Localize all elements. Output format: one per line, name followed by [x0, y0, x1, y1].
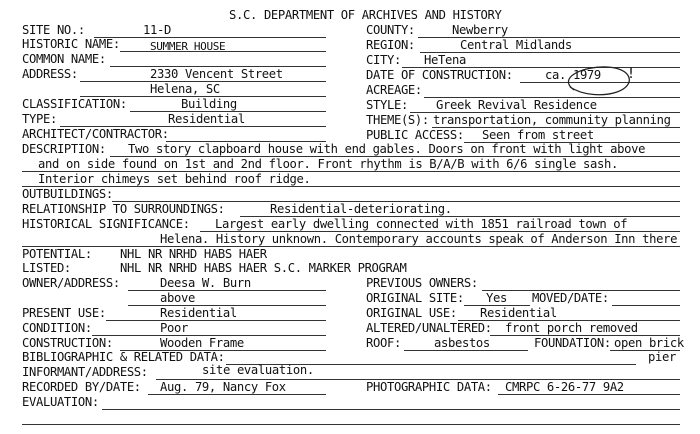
site-no-label: SITE NO.:	[22, 23, 85, 37]
description-value-2: and on side found on 1st and 2nd floor. Front rhythm is B/A/B with 6/6 single sash.	[38, 157, 618, 171]
recorded-label: RECORDED BY/DATE:	[22, 380, 141, 394]
site-no-line	[94, 37, 326, 38]
common-name-label: COMMON NAME:	[22, 52, 106, 66]
description-label: DESCRIPTION:	[22, 142, 106, 156]
listed-label: LISTED:	[22, 261, 71, 275]
architect-label: ARCHITECT/CONTRACTOR:	[22, 127, 169, 141]
owner-value-2: above	[160, 291, 195, 305]
recorded-line	[148, 394, 326, 395]
construction-value: Wooden Frame	[160, 336, 244, 350]
foundation-value-1: open brick	[614, 336, 684, 350]
themes-label: THEME(S):	[366, 113, 429, 127]
condition-value: Poor	[160, 321, 188, 335]
themes-value: transportation, community planning	[433, 113, 671, 127]
bibliographic-label: BIBLIOGRAPHIC & RELATED DATA:	[22, 350, 225, 364]
photographic-value: CMRPC 6-26-77 9A2	[505, 380, 624, 394]
informant-value: site evaluation.	[202, 363, 314, 377]
present-use-value: Residential	[160, 306, 237, 320]
evaluation-label: EVALUATION:	[22, 395, 99, 409]
evaluation-line-2	[22, 424, 680, 425]
historic-name-label: HISTORIC NAME:	[22, 37, 120, 51]
original-site-label: ORIGINAL SITE:	[366, 291, 464, 305]
description-value-1: Two story clapboard house with end gables. Doors on front with light above	[128, 142, 646, 156]
foundation-value-2: pier	[648, 350, 676, 364]
type-value: Residential	[168, 112, 245, 126]
significance-value-2: Helena. History unknown. Contemporary accounts speak of Anderson Inn there	[160, 232, 678, 246]
type-label: TYPE:	[22, 112, 57, 126]
potential-label: POTENTIAL:	[22, 247, 92, 261]
moved-date-line	[612, 305, 680, 306]
altered-value: front porch removed	[505, 321, 638, 335]
previous-owners-label: PREVIOUS OWNERS:	[366, 276, 478, 290]
date-construction-value: ca. 1979	[545, 68, 601, 82]
address-value-2: Helena, SC	[150, 82, 220, 96]
owner-line-1	[128, 290, 326, 291]
description-value-3: Interior chimeys set behind roof ridge.	[38, 172, 311, 186]
present-use-line	[106, 320, 326, 321]
evaluation-line-1	[102, 409, 680, 410]
roof-label: ROOF:	[366, 336, 401, 350]
region-value: Central Midlands	[460, 38, 572, 52]
style-value: Greek Revival Residence	[436, 98, 597, 112]
owner-value-1: Deesa W. Burn	[160, 276, 251, 290]
city-value: HeTena	[424, 53, 466, 67]
original-use-value: Residential	[480, 306, 557, 320]
significance-value-1: Largest early dwelling connected with 1851 railroad town of	[215, 217, 628, 231]
site-no-value: 11-D	[143, 23, 171, 37]
recorded-value: Aug. 79, Nancy Fox	[160, 380, 286, 394]
county-label: COUNTY:	[366, 23, 415, 37]
moved-date-label: MOVED/DATE:	[532, 291, 609, 305]
region-label: REGION:	[366, 38, 415, 52]
roof-line	[404, 350, 528, 351]
informant-label: INFORMANT/ADDRESS:	[22, 365, 148, 379]
roof-value: asbestos	[434, 336, 490, 350]
original-use-label: ORIGINAL USE:	[366, 306, 457, 320]
relationship-label: RELATIONSHIP TO SURROUNDINGS:	[22, 202, 225, 216]
form-header: S.C. DEPARTMENT OF ARCHIVES AND HISTORY	[229, 8, 502, 22]
photographic-line	[498, 394, 680, 395]
altered-label: ALTERED/UNALTERED:	[366, 321, 492, 335]
classification-value: Building	[181, 97, 237, 111]
foundation-label: FOUNDATION:	[534, 336, 611, 350]
date-construction-label: DATE OF CONSTRUCTION:	[366, 68, 513, 82]
significance-label: HISTORICAL SIGNIFICANCE:	[22, 217, 190, 231]
potential-options: NHL NR NRHD HABS HAER	[120, 247, 267, 261]
public-access-value: Seen from street	[482, 128, 594, 142]
acreage-label: ACREAGE:	[366, 83, 422, 97]
historic-name-value: SUMMER HOUSE	[150, 40, 226, 53]
present-use-label: PRESENT USE:	[22, 306, 106, 320]
outbuildings-label: OUTBUILDINGS:	[22, 187, 113, 201]
handwritten-exclamation: !	[628, 64, 635, 82]
photographic-label: PHOTOGRAPHIC DATA:	[366, 380, 492, 394]
public-access-label: PUBLIC ACCESS:	[366, 128, 464, 142]
classification-label: CLASSIFICATION:	[22, 97, 127, 111]
owner-label: OWNER/ADDRESS:	[22, 276, 120, 290]
description-line-3	[22, 186, 680, 187]
condition-label: CONDITION:	[22, 321, 92, 335]
relationship-value: Residential-deteriorating.	[270, 202, 452, 216]
city-label: CITY:	[366, 53, 401, 67]
county-value: Newberry	[452, 23, 508, 37]
construction-label: CONSTRUCTION:	[22, 336, 113, 350]
original-site-value: Yes	[486, 291, 507, 305]
address-label: ADDRESS:	[22, 67, 78, 81]
address-value-1: 2330 Vencent Street	[150, 67, 283, 81]
listed-options: NHL NR NRHD HABS HAER S.C. MARKER PROGRAM	[120, 261, 407, 275]
style-label: STYLE:	[366, 98, 408, 112]
